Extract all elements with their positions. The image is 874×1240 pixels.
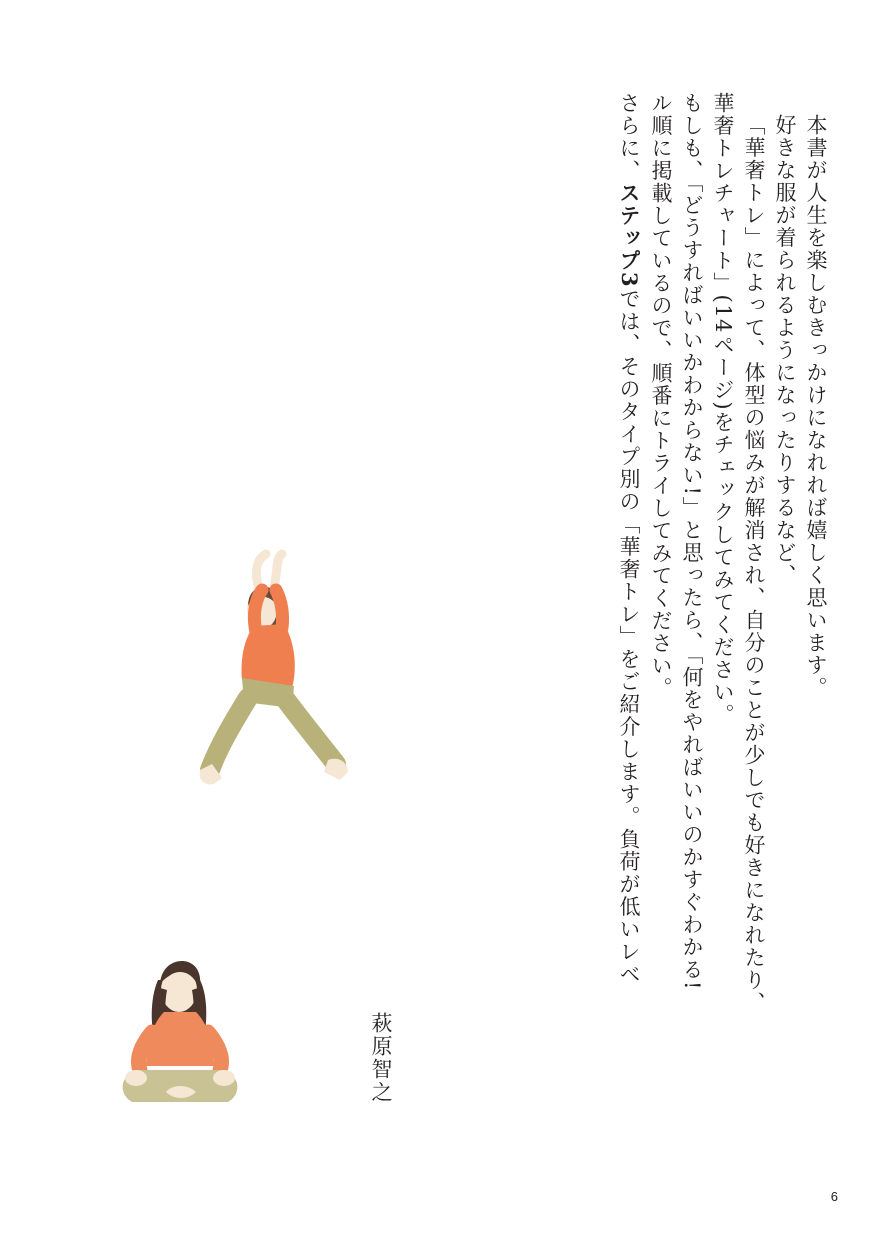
text-column-4: 華奢トレチャート」(14ページ)をチェックしてみてください。 [711, 92, 735, 727]
standing-stretch-figure-icon [196, 548, 366, 808]
author-signature: 萩原智之 [369, 1012, 393, 1104]
page-number: 6 [830, 1189, 838, 1204]
seated-meditation-figure-icon [110, 950, 260, 1130]
text-column-7: 本書が人生を楽しむきっかけになれれば嬉しく思います。 [804, 114, 828, 699]
text-column-6: 好きな服が着られるようになったりするなど、 [773, 114, 797, 587]
vertical-text-block [608, 92, 826, 1152]
text-column-3: もしも、「どうすればいいかわからない!」と思ったら、「何をやればいいのかすぐわかる! [680, 92, 704, 991]
text-column-1: さらに、ステップ3では、そのタイプ別の「華奢トレ」をご紹介します。負荷が低いレベ [617, 92, 642, 986]
text-column-2: ル順に掲載しているので、順番にトライしてみてください。 [649, 92, 673, 700]
text-column-5: 「華奢トレ」によって、体型の悩みが解消され、自分のことが少しでも好きになれたり、 [742, 114, 766, 1014]
